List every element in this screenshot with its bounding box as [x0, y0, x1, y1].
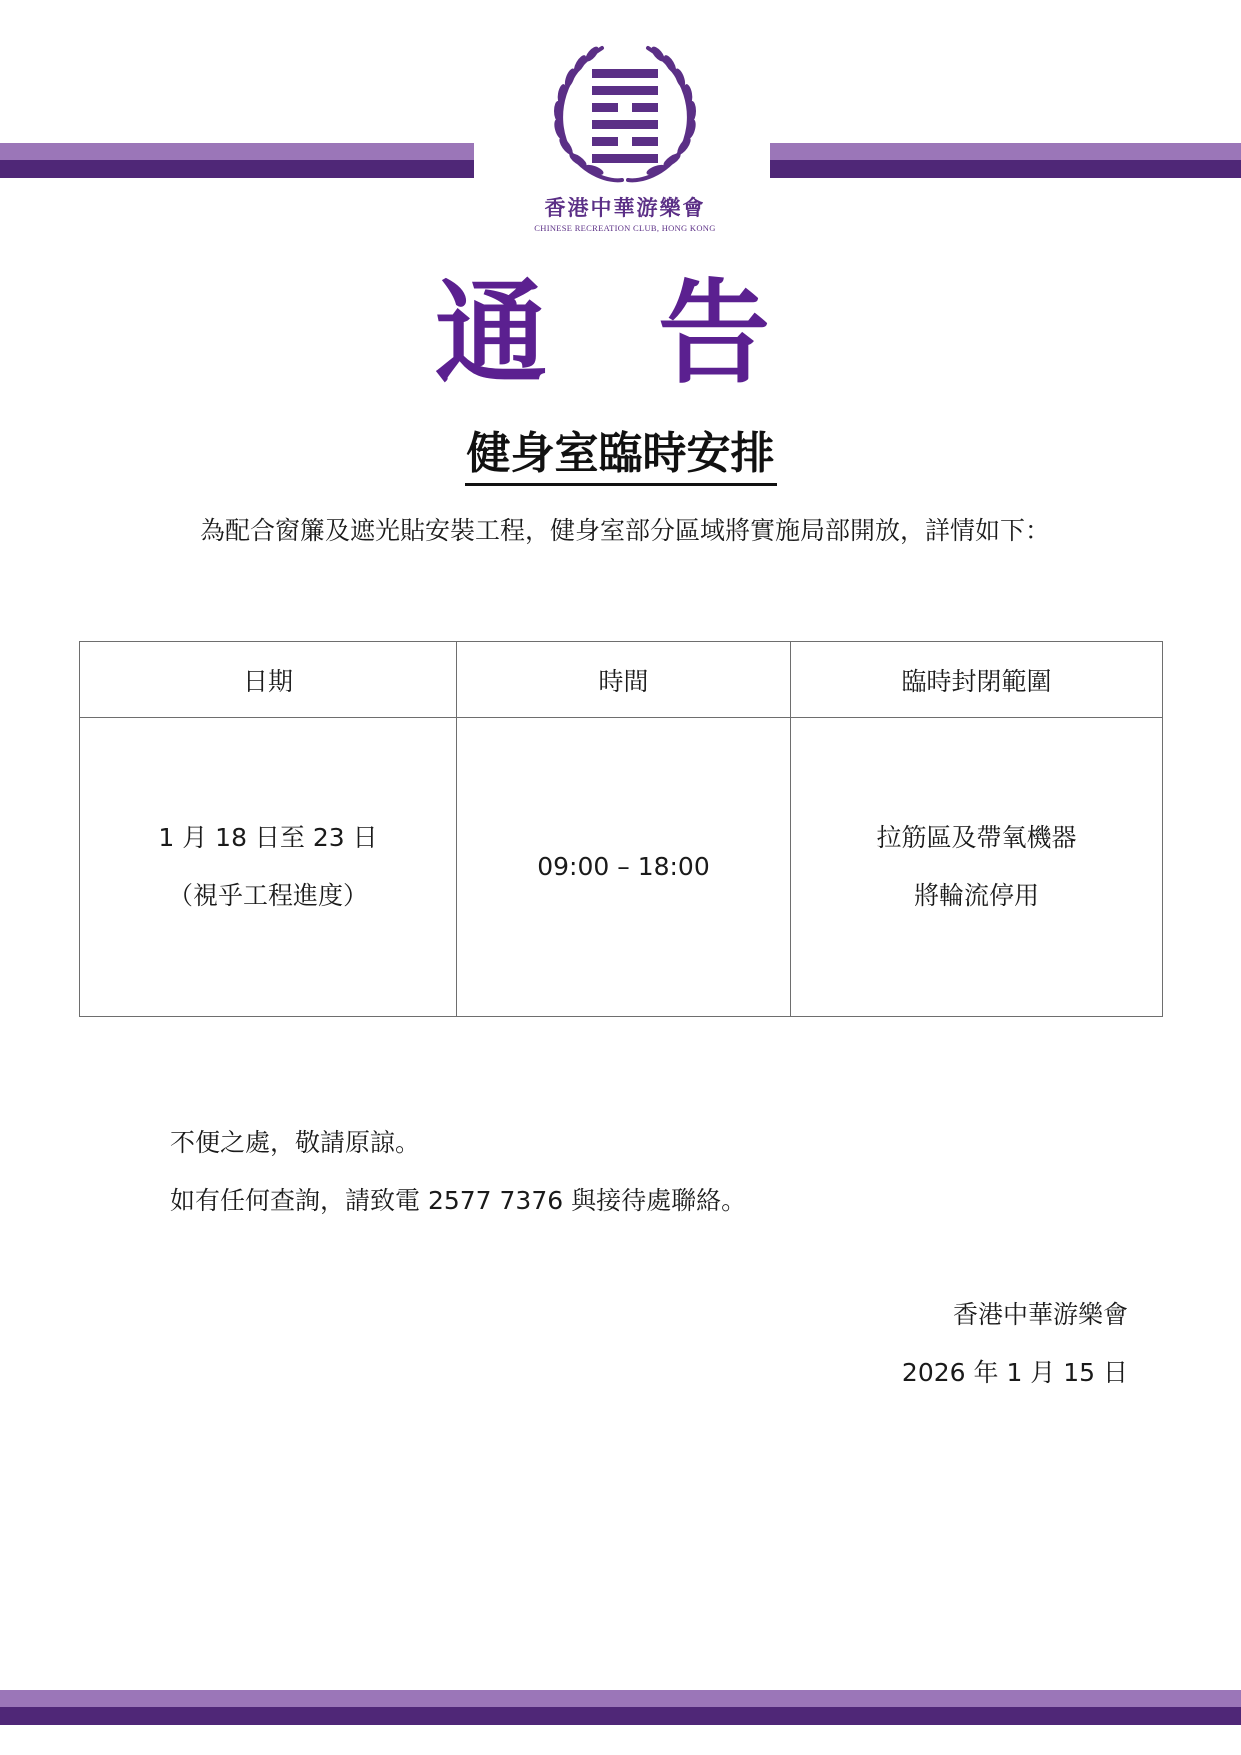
header-band-left: [0, 143, 474, 178]
cell-closed-area: [791, 718, 1163, 1017]
cell-date: [80, 718, 457, 1017]
apology-text: 不便之處，敬請原諒。: [170, 1128, 421, 1157]
header-band-right: [770, 143, 1241, 178]
logo-name-english: CHINESE RECREATION CLUB, HONG KONG: [534, 223, 716, 233]
notice-title: 通 告: [435, 269, 806, 399]
logo-name-chinese: 香港中華游樂會: [544, 195, 706, 220]
signature-date: 2026 年 1 月 15 日: [901, 1358, 1128, 1387]
band-dark-stripe: [770, 160, 1241, 178]
cell-time: [457, 718, 791, 1017]
date-note: （視乎工程進度）: [167, 881, 368, 910]
band-light-stripe: [770, 143, 1241, 160]
enquiry-text: 如有任何查詢，請致電 2577 7376 與接待處聯絡。: [170, 1186, 747, 1215]
table-row: [80, 718, 1163, 1017]
header-time: 時間: [457, 642, 791, 718]
band-dark-stripe: [0, 1707, 1241, 1725]
subject-text: 健身室臨時安排: [465, 428, 777, 486]
area-line-2: 將輪流停用: [913, 881, 1039, 910]
band-light-stripe: [0, 143, 474, 160]
area-line-1: 拉筋區及帶氧機器: [876, 823, 1077, 852]
laurel-wreath-icon: [540, 40, 710, 190]
header-date: 日期: [80, 642, 457, 718]
intro-text: 為配合窗簾及遮光貼安裝工程，健身室部分區域將實施局部開放，詳情如下：: [200, 516, 1051, 545]
table-header-row: [80, 642, 1163, 718]
club-logo: [510, 40, 740, 260]
closing-remarks: [170, 1114, 746, 1230]
intro-paragraph: [112, 502, 1112, 559]
subject-heading: [0, 428, 1241, 486]
schedule-table: [79, 641, 1163, 1017]
band-light-stripe: [0, 1690, 1241, 1707]
date-range: 1 月 18 日至 23 日: [158, 823, 378, 852]
signature-block: [902, 1286, 1128, 1402]
footer-band: [0, 1690, 1241, 1725]
time-range: 09:00 – 18:00: [537, 852, 710, 881]
band-dark-stripe: [0, 160, 474, 178]
signature-org: 香港中華游樂會: [952, 1300, 1128, 1329]
header-closed-area: 臨時封閉範圍: [791, 642, 1163, 718]
